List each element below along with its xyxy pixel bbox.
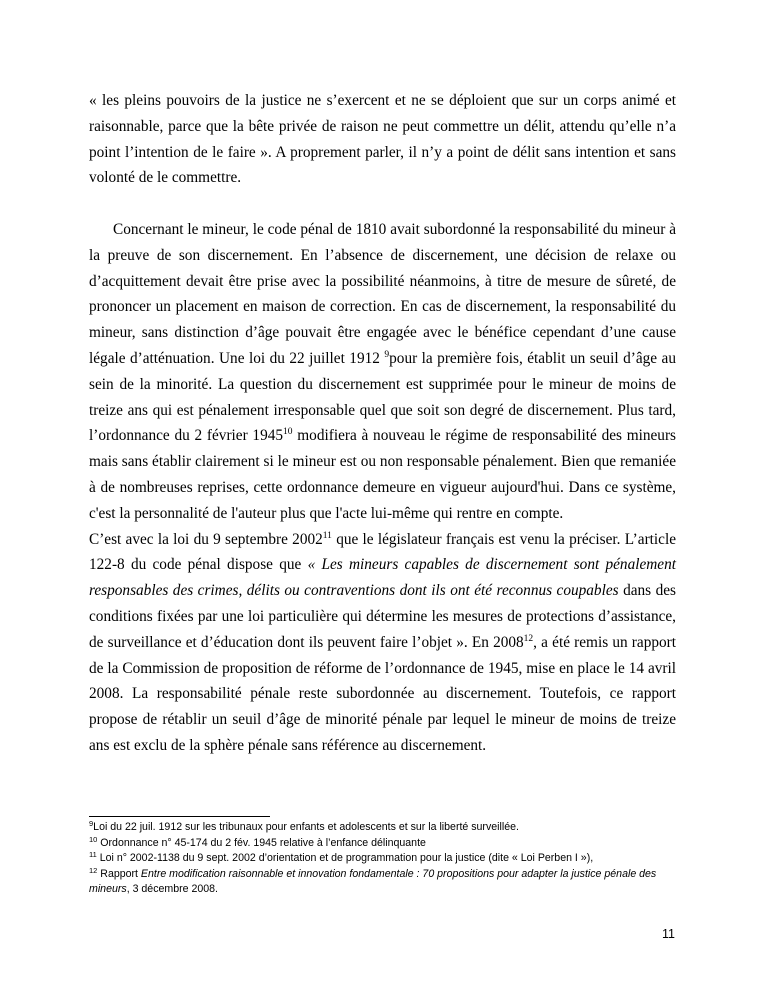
paragraph-1-text: « les pleins pouvoirs de la justice ne s’exercent et ne se déploient que sur un corps animé et raisonnable, parce que la bête privée de raison ne peut commettre un délit, attendu qu’elle n’a point l’intention de le faire ». A proprement parler, il n’y a point de délit sans intention et sans volonté de le commettre. xyxy=(89,92,676,187)
footnote-text: Loi du 22 juil. 1912 sur les tribunaux pour enfants et adolescents et sur la liberté surveillée. xyxy=(93,821,519,833)
body-text xyxy=(89,88,676,759)
footnote-text: Loi n° 2002-1138 du 9 sept. 2002 d’orientation et de programmation pour la justice (dite « Loi Perben I »), xyxy=(96,852,594,864)
footnote-text: Ordonnance n° 45-174 du 2 fév. 1945 relative à l’enfance délinquante xyxy=(97,836,426,849)
paragraph-1 xyxy=(89,88,676,191)
report-title: Entre modification raisonnable et innovation fondamentale : 70 propositions pour adapter la justice pénale des mineurs xyxy=(89,867,657,895)
paragraph-2-text-c: modifiera à nouveau le régime de responsabilité des mineurs mais sans établir clairement si le mineur est ou non responsable pénalement. Bien que remaniée à de nombreuses reprises, cette ordonnance demeure en vigueur aujourd'hui. Dans ce système, c'est la personnalité de l'auteur plus que l'acte lui-même qui rentre en compte. xyxy=(89,427,676,522)
paragraph-2-text-a: Concernant le mineur, le code pénal de 1810 avait subordonné la responsabilité du mineur à la preuve de son discernement. En l’absence de discernement, une décision de relaxe ou d’acquittement devait être prise avec la possibilité néanmoins, à titre de mesure de sûreté, de prononcer un placement en maison de correction. En cas de discernement, la responsabilité du mineur, sans distinction d’âge pouvait être engagée avec le bénéfice cependant d’une cause légale d’atténuation. Une loi du 22 juillet 1912 xyxy=(89,220,676,367)
footnote-prefix: Rapport xyxy=(97,867,141,880)
footnote-separator xyxy=(89,816,270,817)
footnote-suffix: , 3 décembre 2008. xyxy=(126,883,218,895)
paragraph-3 xyxy=(89,527,676,759)
footnote-12 xyxy=(89,867,679,898)
article-quote: « Les mineurs capables de discernement sont pénalement responsables des crimes, délits ou contraventions dont ils ont été reconnus coupables xyxy=(89,556,676,600)
footnote-ref-11[interactable]: 11 xyxy=(322,530,332,541)
page-number: 11 xyxy=(662,927,675,941)
paragraph-3-text-d: , a été remis un rapport de la Commission de proposition de réforme de l’ordonnance de 1945, mise en place le 14 avril 2008. La responsabilité pénale reste subordonnée au discernement. Toutefois, ce rapport propose de rétablir un seuil d’âge de minorité pénale par lequel le mineur de moins de treize ans est exclu de la sphère pénale sans référence au discernement. xyxy=(89,633,676,754)
paragraph-3-text-b: que le législateur français est venu la préciser. L’article 122-8 du code pénal dispose que xyxy=(89,530,676,574)
footnote-ref-10[interactable]: 10 xyxy=(283,427,293,438)
paragraph-3-text-a: C’est avec la loi du 9 septembre 2002 xyxy=(89,530,323,548)
footnote-9 xyxy=(89,820,679,836)
footnote-number: 10 xyxy=(89,834,98,844)
footnote-11 xyxy=(89,851,679,867)
footnote-ref-12[interactable]: 12 xyxy=(523,633,534,644)
footnote-number: 9 xyxy=(89,819,94,828)
footnote-number: 11 xyxy=(89,850,97,859)
paragraph-2 xyxy=(89,217,676,527)
paragraph-2-text-b: pour la première fois, établit un seuil d’âge au sein de la minorité. La question du discernement est supprimée pour le mineur de moins de treize ans qui est pénalement irresponsable quel que soit son degré de discernement. Plus tard, l’ordonnance du 2 février 1945 xyxy=(89,349,676,445)
footnote-ref-9[interactable]: 9 xyxy=(384,349,390,360)
footnote-number: 12 xyxy=(89,865,98,875)
footnote-10 xyxy=(89,836,679,852)
footnotes xyxy=(89,820,679,898)
paragraph-3-text-c: dans des conditions fixées par une loi particulière qui détermine les mesures de protections d’assistance, de surveillance et d’éducation dont ils peuvent faire l’objet ». En 2008 xyxy=(89,582,676,651)
